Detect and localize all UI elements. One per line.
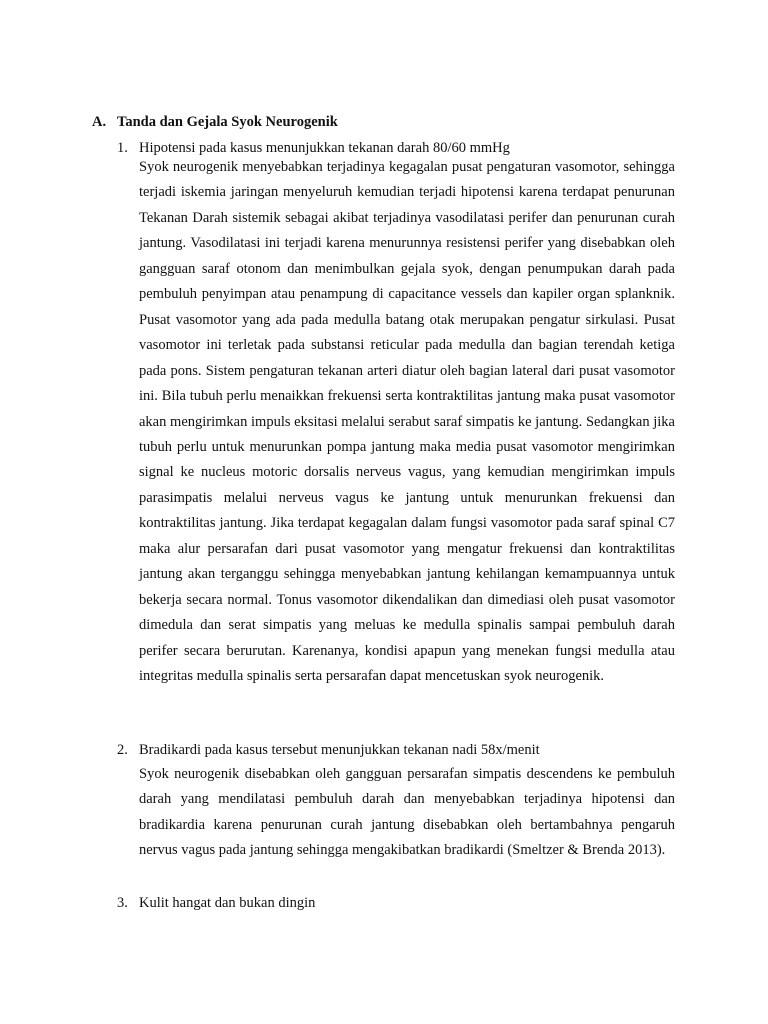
section-letter: A. — [92, 114, 107, 130]
list-item-number: 1. — [117, 140, 128, 156]
list-item-number: 3. — [117, 895, 128, 911]
list-item-title-3 — [117, 894, 315, 912]
section-title: Tanda dan Gejala Syok Neurogenik — [117, 114, 338, 130]
list-item-paragraph-1: Syok neurogenik menyebabkan terjadinya kegagalan pusat pengaturan vasomotor, sehingga terjadi iskemia jaringan menyeluruh kemudian terjadi hipotensi karena terdapat penurunan Tekanan Darah sistemik sebagai akibat terjadinya vasodilatasi perifer dan penurunan curah jantung. Vasodilatasi ini terjadi karena menurunnya resistensi perifer yang disebabkan oleh gangguan saraf otonom dan menimbulkan gejala syok, dengan penumpukan darah pada pembuluh penyimpan atau penampung di capacitance vessels dan kapiler organ splanknik. Pusat vasomotor yang ada pada medulla batang otak merupakan pengatur sirkulasi. Pusat vasomotor ini terletak pada substansi reticular pada medulla dan bagian terendah ketiga pada pons. Sistem pengaturan tekanan arteri diatur oleh bagian lateral dari pusat vasomotor ini. Bila tubuh perlu menaikkan frekuensi serta kontraktilitas jantung maka pusat vasomotor akan mengirimkan impuls eksitasi melalui serabut saraf simpatis ke jantung. Sedangkan jika tubuh perlu untuk menurunkan pompa jantung maka media pusat vasomotor mengirimkan signal ke nucleus motoric dorsalis nerveus vagus, yang kemudian mengirimkan impuls parasimpatis melalui nerveus vagus ke jantung untuk menurunkan frekuensi dan kontraktilitas jantung. Jika terdapat kegagalan dalam fungsi vasomotor pada saraf spinal C7 maka alur persarafan dari pusat vasomotor yang mengatur frekuensi dan kontraktilitas jantung akan terganggu sehingga menyebabkan jantung kehilangan kemampuannya untuk bekerja secara normal. Tonus vasomotor dikendalikan dan dimediasi oleh pusat vasomotor dimedula dan serat simpatis yang meluas ke medulla spinalis sampai pembuluh darah perifer secara berurutan. Karenanya, kondisi apapun yang menekan fungsi medulla atau integritas medulla spinalis serta persarafan dapat mencetuskan syok neurogenik. — [139, 159, 675, 685]
list-item-text: Kulit hangat dan bukan dingin — [139, 895, 316, 911]
list-item-text: Bradikardi pada kasus tersebut menunjukkan tekanan nadi 58x/menit — [139, 742, 540, 758]
section-heading — [92, 113, 338, 131]
list-item-title-2 — [117, 741, 540, 759]
list-item-text: Hipotensi pada kasus menunjukkan tekanan darah 80/60 mmHg — [139, 140, 510, 156]
list-item-number: 2. — [117, 742, 128, 758]
list-item-paragraph-2: Syok neurogenik disebabkan oleh gangguan persarafan simpatis descendens ke pembuluh darah yang mendilatasi pembuluh darah dan menyebabkan terjadinya hipotensi dan bradikardia karena penurunan curah jantung disebabkan oleh bertambahnya pengaruh nervus vagus pada jantung sehingga mengakibatkan bradikardi (Smeltzer & Brenda 2013). — [139, 766, 675, 859]
